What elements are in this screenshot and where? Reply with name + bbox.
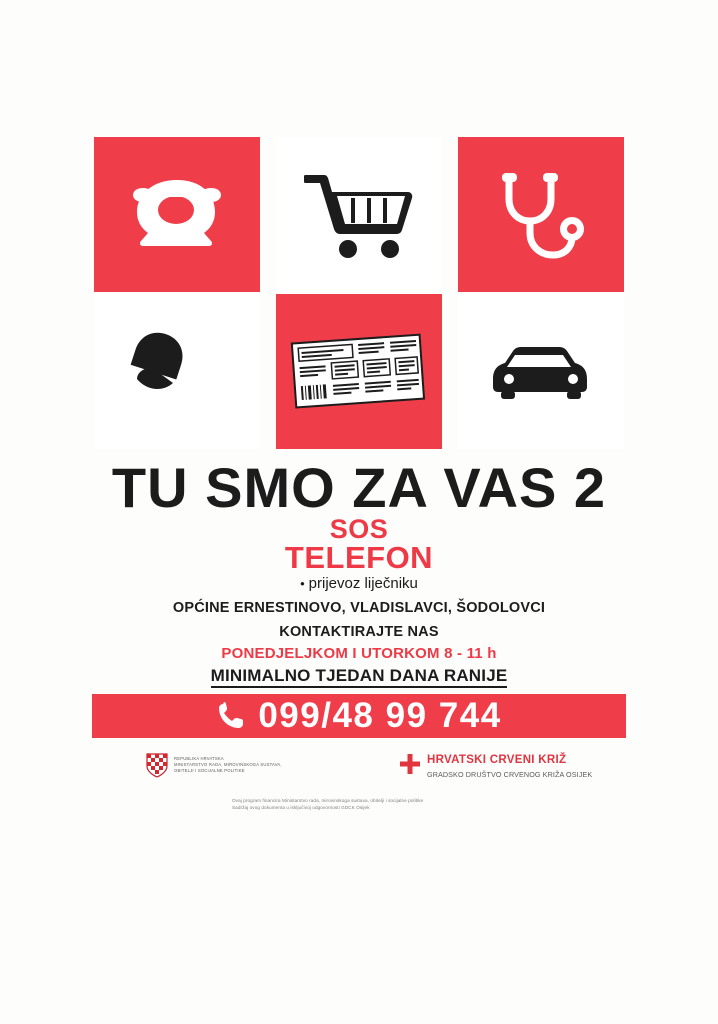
icon-cell-newspaper: [276, 294, 442, 449]
minimum-notice-text: MINIMALNO TJEDAN DANA RANIJE: [211, 666, 508, 688]
municipalities-line: OPĆINE ERNESTINOVO, VLADISLAVCI, ŠODOLOVCI: [172, 600, 546, 616]
government-logo: [146, 752, 282, 778]
bullet-dot-icon: •: [300, 576, 305, 591]
contact-line: KONTAKTIRAJTE NAS: [279, 624, 439, 640]
icon-cell-stethoscope: [458, 137, 624, 292]
phone-handset-icon: [216, 701, 246, 731]
government-line-2: MINISTARSTVO RADA, MIROVINSKOGA SUSTAVA,: [174, 761, 282, 767]
service-bullet: [0, 575, 718, 592]
sos-label: SOS: [329, 514, 389, 544]
red-cross-title: HRVATSKI CRVENI KRIŽ: [427, 754, 567, 766]
fineprint: [232, 797, 423, 811]
fineprint-line-2: Sadržaj ovog dokumenta u isključivoj odgovornosti GDCK Osijek: [232, 805, 370, 811]
phone-banner: [92, 694, 626, 738]
hours-line: PONEDJELJKOM I UTORKOM 8 - 11 h: [221, 645, 497, 662]
government-line-1: REPUBLIKA HRVATSKA: [174, 755, 224, 761]
fineprint-line-1: Ovaj program financira Ministarstvo rada, mirovinskoga sustava, obitelji i socijalne politike: [232, 798, 424, 803]
telefon-label: TELEFON: [284, 540, 434, 575]
newspaper-icon: [290, 333, 428, 411]
red-cross-logo: [400, 754, 592, 779]
phone-number: 099/48 99 744: [258, 696, 502, 735]
service-bullet-text: prijevoz liječniku: [308, 575, 418, 592]
logo-row: [0, 752, 718, 796]
croatian-coat-of-arms-icon: [146, 752, 168, 778]
stethoscope-icon: [493, 169, 589, 261]
icon-cell-pill: [94, 294, 260, 449]
icon-cell-car: [458, 294, 624, 449]
icon-cell-telephone: [94, 137, 260, 292]
red-cross-icon: [400, 754, 420, 774]
page-title: TU SMO ZA VAS 2: [111, 456, 607, 519]
icon-grid: [94, 137, 624, 449]
government-line-3: OBITELJI I SOCIJALNE POLITIKE: [174, 768, 245, 774]
government-logo-text: [174, 756, 282, 774]
shopping-cart-icon: [304, 169, 414, 261]
pill-capsule-icon: [129, 327, 225, 417]
red-cross-text: [427, 754, 592, 779]
minimum-notice-line: [0, 666, 718, 686]
telephone-icon: [125, 172, 229, 258]
red-cross-subtitle: GRADSKO DRUŠTVO CRVENOG KRIŽA OSIJEK: [427, 770, 593, 780]
car-icon: [485, 341, 597, 403]
icon-cell-cart: [276, 137, 442, 292]
